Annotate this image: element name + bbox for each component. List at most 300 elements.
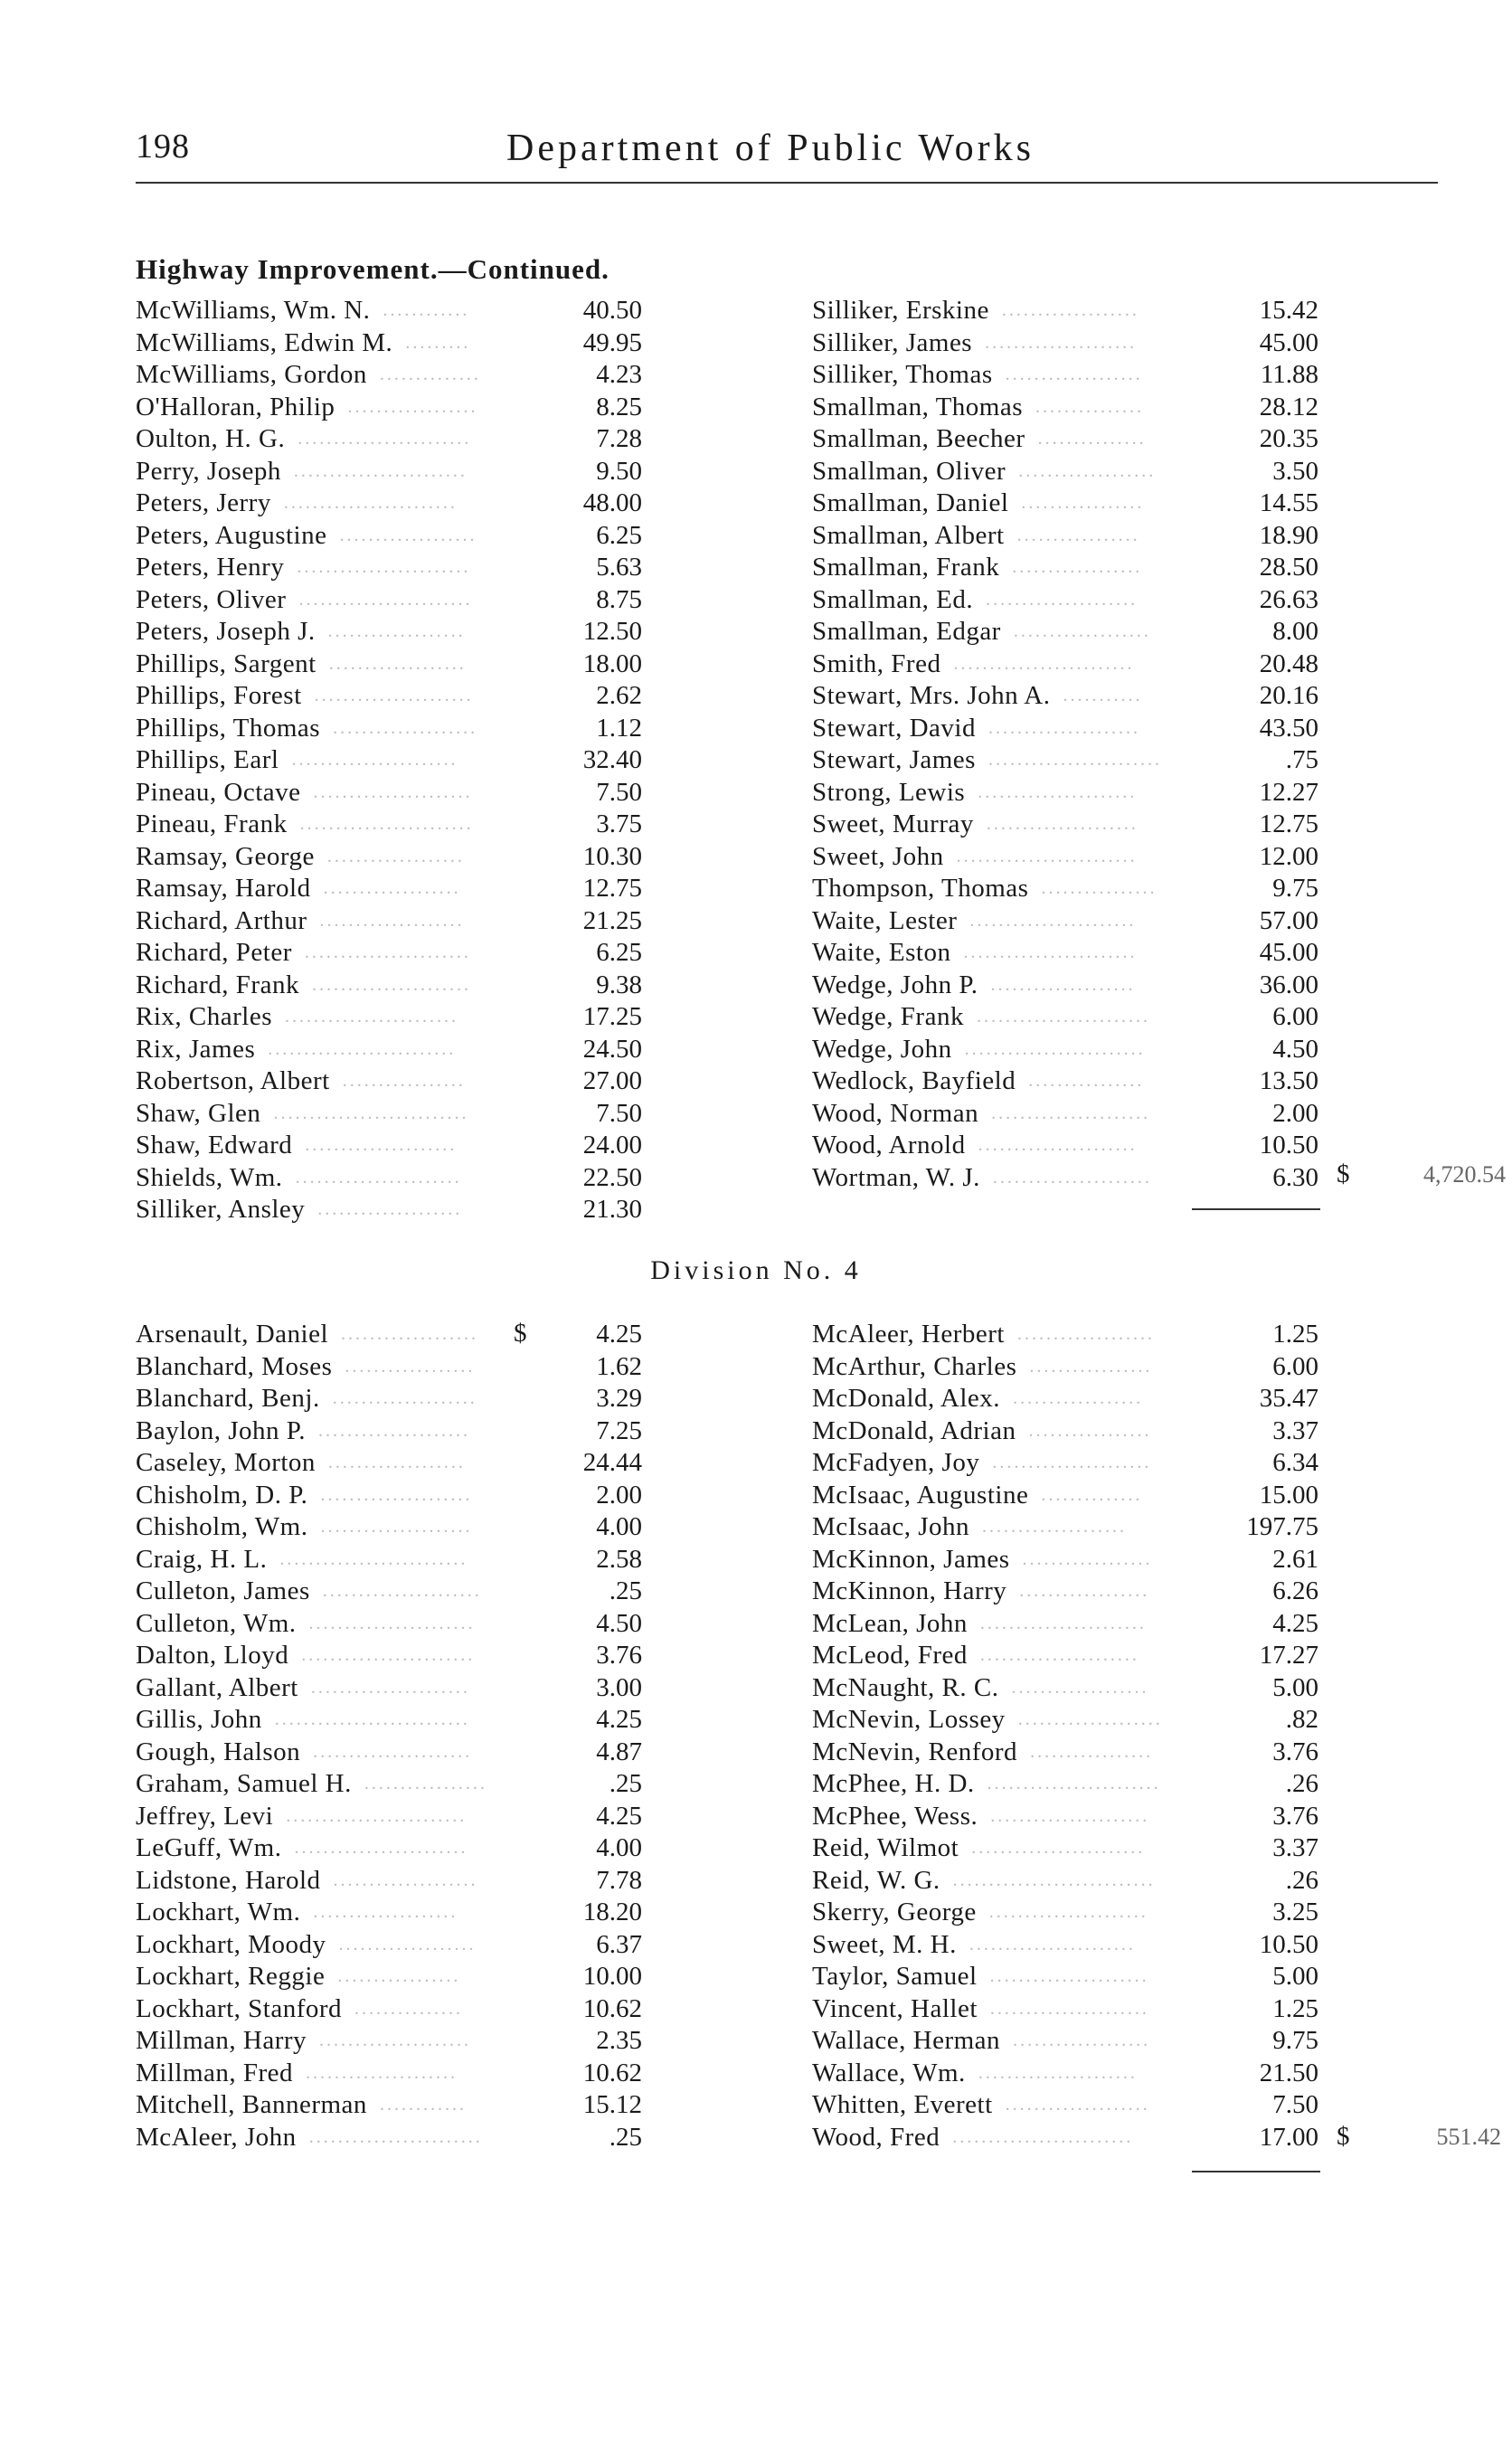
entry-name: Rix, Charles (136, 1002, 272, 1031)
leader-dots: ............ (379, 2095, 467, 2115)
entry-amount: 3.76 (1272, 1801, 1318, 1831)
entry-amount: 18.20 (582, 1898, 642, 1926)
list-item (812, 1415, 1318, 1448)
entry-name: Culleton, Wm. (136, 1608, 297, 1638)
entry-amount: 26.63 (1259, 584, 1318, 614)
entry-amount: 43.50 (1259, 713, 1318, 743)
entry-amount: 9.75 (1272, 2026, 1318, 2055)
leader-dots: ........................ (301, 1645, 476, 1665)
entry-amount: .26 (1285, 1865, 1318, 1895)
entry-amount: 9.50 (596, 456, 642, 486)
entry-amount: 35.47 (1259, 1384, 1318, 1413)
leader-dots: .................... (332, 1388, 477, 1408)
entry-amount: 4.25 (596, 1320, 642, 1349)
list-item (136, 1897, 642, 1929)
list-item (136, 1961, 642, 1993)
entry-name: Shaw, Edward (136, 1131, 293, 1159)
leader-dots: ................. (1029, 1356, 1153, 1377)
entry-name: Shaw, Glen (136, 1098, 261, 1128)
list-item (136, 713, 642, 745)
entry-name: Caseley, Morton (136, 1448, 316, 1477)
entry-name: Peters, Joseph J. (136, 617, 316, 646)
division-first-amount-symbol: $ (514, 1319, 527, 1348)
entry-amount: 6.26 (1272, 1576, 1318, 1605)
entry-amount: .26 (1285, 1769, 1318, 1798)
leader-dots: ........................ (283, 493, 458, 513)
entry-amount: 6.37 (596, 1929, 642, 1959)
leader-dots: ..................... (306, 2062, 458, 2083)
entry-amount: 21.25 (582, 905, 642, 935)
leader-dots: ................. (1030, 1741, 1154, 1762)
leader-dots: ......................... (953, 653, 1135, 674)
entry-amount: 24.50 (582, 1034, 642, 1064)
leader-dots: .................... (317, 1199, 463, 1219)
list-item (812, 1704, 1318, 1737)
entry-name: McNevin, Lossey (812, 1705, 1006, 1734)
leader-dots: ................... (1005, 364, 1143, 384)
entry-amount: 3.00 (596, 1672, 642, 1702)
leader-dots: ........................ (976, 1007, 1150, 1027)
entry-amount: 15.00 (1259, 1480, 1318, 1510)
entry-name: Smallman, Ed. (812, 584, 974, 614)
entry-name: McDonald, Adrian (812, 1415, 1016, 1445)
entry-name: Wedge, John (812, 1034, 952, 1064)
entry-name: Thompson, Thomas (812, 874, 1029, 903)
entry-amount: 4.87 (596, 1737, 642, 1766)
entry-name: Wood, Fred (812, 2122, 940, 2152)
leader-dots: ........................ (298, 589, 473, 610)
entry-amount: 12.00 (1259, 841, 1318, 871)
list-item (812, 1319, 1318, 1351)
entry-name: McArthur, Charles (812, 1351, 1017, 1381)
entry-amount: 6.00 (1272, 1002, 1318, 1031)
list-item (136, 584, 642, 617)
section-title: Highway Improvement.—Continued. (136, 253, 610, 285)
list-item (812, 2058, 1318, 2090)
leader-dots: ....................... (291, 750, 458, 770)
entry-amount: 4.00 (596, 1833, 642, 1862)
entry-name: Smith, Fred (812, 648, 941, 678)
leader-dots: ................... (327, 621, 466, 641)
entry-name: Silliker, Thomas (812, 360, 993, 389)
entry-amount: 4.25 (596, 1705, 642, 1734)
entry-amount: 28.12 (1259, 392, 1318, 421)
leader-dots: .................... (319, 910, 465, 931)
leader-dots: ................... (341, 1324, 479, 1344)
leader-dots: ...................... (978, 1135, 1138, 1155)
entry-name: Peters, Henry (136, 553, 285, 582)
list-item (812, 713, 1318, 745)
entry-amount: 10.30 (582, 841, 642, 871)
entry-amount: .25 (609, 2122, 642, 2152)
list-item (812, 1993, 1318, 2026)
list-item (812, 423, 1318, 456)
leader-dots: ................... (1018, 460, 1157, 481)
entry-name: McIsaac, Augustine (812, 1480, 1029, 1510)
entry-amount: 2.00 (596, 1480, 642, 1510)
entry-amount: 7.50 (596, 777, 642, 807)
entry-name: Pineau, Frank (136, 809, 288, 838)
entry-name: Phillips, Earl (136, 745, 279, 774)
entry-name: Dalton, Lloyd (136, 1641, 289, 1670)
entry-amount: 10.62 (582, 2058, 642, 2087)
list-item (136, 937, 642, 970)
list-item (812, 777, 1318, 809)
list-item (812, 1065, 1318, 1098)
leader-dots: ................... (339, 525, 477, 545)
leader-dots: ................. (1021, 493, 1145, 513)
leader-dots: ........................... (273, 1103, 469, 1123)
leader-dots: ......................... (964, 1038, 1146, 1059)
entry-name: Taylor, Samuel (812, 1962, 978, 1991)
entry-amount: 1.25 (1272, 1993, 1318, 2023)
entry-name: McWilliams, Edwin M. (136, 327, 393, 357)
leader-dots: ..................... (305, 1135, 458, 1155)
entry-name: McNevin, Renford (812, 1737, 1018, 1766)
entry-name: Jeffrey, Levi (136, 1801, 274, 1831)
list-item (812, 809, 1318, 841)
entry-name: Wedge, John P. (812, 970, 978, 999)
entry-amount: 32.40 (582, 745, 642, 774)
list-item (136, 1865, 642, 1898)
leader-dots: ................. (364, 1774, 487, 1794)
list-item (136, 1194, 642, 1226)
entry-amount: 5.00 (1272, 1672, 1318, 1702)
division-left-column (136, 1319, 642, 2153)
entry-amount: 7.50 (1272, 2090, 1318, 2119)
entry-amount: 45.00 (1259, 327, 1318, 357)
leader-dots: .......................... (279, 1548, 468, 1569)
list-item (136, 1640, 642, 1672)
list-item (136, 970, 642, 1002)
list-item (812, 1832, 1318, 1865)
entry-name: McLeod, Fred (812, 1641, 968, 1670)
list-item (812, 2025, 1318, 2058)
entry-name: Smallman, Albert (812, 520, 1005, 550)
entry-name: Peters, Jerry (136, 488, 271, 517)
leader-dots: ....................... (295, 1167, 462, 1188)
entry-name: Gallant, Albert (136, 1672, 298, 1702)
entry-name: Wedge, Frank (812, 1002, 964, 1031)
leader-dots: .......................... (268, 1038, 457, 1059)
list-item (812, 1961, 1318, 1993)
leader-dots: .............. (1041, 1484, 1143, 1505)
list-item (136, 905, 642, 938)
leader-dots: ....................... (308, 1613, 476, 1633)
entry-amount: 17.27 (1259, 1641, 1318, 1670)
entry-amount: 1.12 (596, 713, 642, 743)
entry-name: Reid, W. G. (812, 1865, 940, 1895)
list-item (136, 680, 642, 713)
list-item (136, 1929, 642, 1962)
leader-dots: .................. (345, 1356, 476, 1377)
list-item (136, 1447, 642, 1480)
entry-name: McPhee, Wess. (812, 1801, 978, 1831)
entry-amount: 10.00 (582, 1962, 642, 1991)
list-item (812, 1897, 1318, 1929)
entry-amount: 6.34 (1272, 1448, 1318, 1477)
entry-amount: 20.16 (1259, 681, 1318, 710)
leader-dots: ................... (1001, 300, 1139, 320)
entry-amount: 3.76 (1272, 1737, 1318, 1766)
entry-name: Shields, Wm. (136, 1162, 283, 1192)
entry-amount: 3.75 (596, 809, 642, 838)
entry-amount: 20.48 (1259, 648, 1318, 678)
entry-amount: .25 (609, 1576, 642, 1605)
entry-amount: 24.44 (582, 1448, 642, 1477)
entry-name: McPhee, H. D. (812, 1769, 975, 1798)
entry-name: Lockhart, Reggie (136, 1962, 326, 1991)
list-item (812, 1351, 1318, 1384)
entry-amount: 2.61 (1272, 1544, 1318, 1574)
list-item (136, 295, 642, 327)
leader-dots: ...................... (314, 686, 474, 705)
leader-dots: ............... (1035, 396, 1145, 417)
entry-amount: 20.35 (1259, 424, 1318, 453)
list-item (812, 392, 1318, 424)
list-item (136, 616, 642, 648)
leader-dots: ........................ (297, 557, 471, 577)
entry-name: Smallman, Edgar (812, 617, 1001, 646)
entry-amount: 28.50 (1259, 553, 1318, 582)
list-item (812, 552, 1318, 584)
leader-dots: ............ (383, 300, 470, 320)
leader-dots: ...................... (989, 1966, 1149, 1986)
list-item (812, 1511, 1318, 1544)
entry-amount: 21.50 (1259, 2058, 1318, 2087)
leader-dots: ......................... (952, 2126, 1134, 2147)
list-item (136, 1415, 642, 1448)
leader-dots: ................... (1013, 621, 1151, 641)
leader-dots: ...................... (322, 1581, 482, 1601)
leader-dots: .................. (1022, 1548, 1153, 1569)
leader-dots: ..................... (320, 1517, 473, 1537)
entry-amount: 197.75 (1246, 1512, 1318, 1541)
leader-dots: ................. (1028, 1420, 1152, 1441)
list-item (812, 1576, 1318, 1608)
entry-amount: 1.62 (596, 1351, 642, 1381)
entry-name: Lidstone, Harold (136, 1865, 321, 1895)
leader-dots: .................... (982, 1517, 1128, 1537)
list-item (812, 937, 1318, 970)
leader-dots: ........................ (963, 942, 1138, 962)
list-item (812, 616, 1318, 648)
entry-amount: .75 (1285, 745, 1318, 774)
section-total-rule (1192, 1208, 1320, 1210)
entry-amount: .25 (609, 1769, 642, 1798)
entry-amount: 7.28 (596, 424, 642, 453)
entry-amount: 48.00 (582, 488, 642, 517)
list-item (136, 456, 642, 488)
list-item (812, 2122, 1318, 2154)
entry-amount: 6.25 (596, 520, 642, 550)
division-title: Division No. 4 (650, 1255, 862, 1285)
leader-dots: .................. (347, 396, 478, 417)
leader-dots: ................... (338, 1934, 477, 1955)
entry-amount: 3.76 (596, 1641, 642, 1670)
leader-dots: ....................... (979, 1613, 1147, 1633)
leader-dots: .................. (1019, 1581, 1150, 1601)
entry-name: Stewart, Mrs. John A. (812, 681, 1051, 710)
entry-name: Peters, Augustine (136, 520, 327, 550)
entry-amount: 3.25 (1272, 1898, 1318, 1926)
entry-amount: 15.42 (1259, 296, 1318, 325)
entry-name: Strong, Lewis (812, 777, 966, 807)
section-right-column (812, 295, 1318, 1194)
entry-amount: 8.75 (596, 584, 642, 614)
entry-name: Stewart, James (812, 745, 976, 774)
entry-name: Rix, James (136, 1034, 256, 1064)
entry-name: Wood, Arnold (812, 1131, 966, 1159)
leader-dots: ........................ (987, 1774, 1161, 1794)
entry-name: Smallman, Daniel (812, 488, 1009, 517)
list-item (812, 456, 1318, 488)
leader-dots: ........................ (988, 750, 1162, 770)
entry-amount: 17.00 (1259, 2122, 1318, 2152)
entry-name: Phillips, Thomas (136, 713, 321, 743)
entry-amount: 18.90 (1259, 520, 1318, 550)
entry-name: Skerry, George (812, 1898, 977, 1926)
list-item (136, 1608, 642, 1641)
list-item (136, 2122, 642, 2154)
leader-dots: .................... (333, 1869, 478, 1890)
list-item (812, 2089, 1318, 2122)
leader-dots: ......................... (286, 1805, 468, 1826)
leader-dots: ..................... (985, 332, 1138, 353)
list-item (812, 1098, 1318, 1131)
leader-dots: ....................... (969, 1934, 1136, 1955)
leader-dots: ...................... (990, 1805, 1150, 1826)
list-item (136, 1993, 642, 2026)
list-item (812, 1865, 1318, 1898)
entry-amount: 12.75 (1259, 809, 1318, 838)
list-item (812, 970, 1318, 1002)
leader-dots: ................... (323, 878, 461, 898)
entry-name: Wood, Norman (812, 1098, 979, 1128)
list-item (812, 1672, 1318, 1705)
leader-dots: ................... (1011, 1677, 1149, 1698)
entry-amount: 8.00 (1272, 617, 1318, 646)
entry-name: McDonald, Alex. (812, 1384, 1001, 1413)
entry-amount: 9.75 (1272, 874, 1318, 903)
list-item (136, 777, 642, 809)
entry-amount: 15.12 (582, 2090, 642, 2119)
page-number: 198 (136, 128, 190, 166)
list-item (812, 1130, 1318, 1162)
list-item (812, 680, 1318, 713)
list-item (812, 1801, 1318, 1833)
leader-dots: ...................... (988, 1902, 1148, 1922)
entry-name: Millman, Harry (136, 2026, 307, 2055)
leader-dots: ...................... (978, 781, 1138, 802)
entry-name: Chisholm, D. P. (136, 1480, 308, 1510)
list-item (812, 520, 1318, 553)
leader-dots: .................. (1013, 1388, 1144, 1408)
leader-dots: ........................ (971, 1838, 1146, 1858)
list-item (136, 1130, 642, 1162)
entry-name: McAleer, John (136, 2122, 297, 2152)
entry-amount: 3.50 (1272, 456, 1318, 486)
entry-name: Oulton, H. G. (136, 424, 286, 453)
leader-dots: ................... (327, 1453, 466, 1472)
list-item (136, 2058, 642, 2090)
entry-name: Richard, Arthur (136, 905, 307, 935)
entry-name: Wedlock, Bayfield (812, 1066, 1016, 1095)
entry-name: LeGuff, Wm. (136, 1833, 282, 1862)
entry-amount: 12.27 (1259, 777, 1318, 807)
entry-name: Arsenault, Daniel (136, 1320, 329, 1349)
list-item (136, 1480, 642, 1512)
entry-name: McIsaac, John (812, 1512, 970, 1541)
leader-dots: .................... (313, 1902, 458, 1922)
entry-name: Richard, Frank (136, 970, 299, 999)
entry-name: Silliker, Ansley (136, 1195, 306, 1224)
entry-name: Gough, Halson (136, 1737, 301, 1766)
entry-name: Blanchard, Benj. (136, 1384, 320, 1413)
list-item (136, 1768, 642, 1801)
entry-amount: 6.25 (596, 938, 642, 967)
leader-dots: ...................... (991, 1103, 1151, 1123)
leader-dots: ..................... (319, 2030, 472, 2050)
entry-name: Lockhart, Wm. (136, 1898, 301, 1926)
list-item (136, 1001, 642, 1034)
entry-name: Smallman, Frank (812, 553, 1000, 582)
leader-dots: ...................... (979, 1645, 1139, 1665)
leader-dots: ...................... (313, 781, 473, 802)
running-title: Department of Public Works (506, 128, 1035, 169)
list-item (812, 295, 1318, 327)
entry-amount: 17.25 (582, 1002, 642, 1031)
list-item (812, 744, 1318, 777)
entry-name: O'Halloran, Philip (136, 392, 335, 421)
entry-name: Graham, Samuel H. (136, 1769, 352, 1798)
entry-name: Wortman, W. J. (812, 1162, 980, 1192)
entry-amount: 27.00 (582, 1066, 642, 1095)
list-item (136, 1737, 642, 1769)
section-total: 4,720.54 (1423, 1161, 1506, 1188)
entry-name: Lockhart, Stanford (136, 1993, 343, 2023)
list-item (136, 552, 642, 584)
list-item (812, 873, 1318, 905)
leader-dots: ................ (1028, 1071, 1145, 1091)
entry-amount: 5.63 (596, 553, 642, 582)
entry-amount: 2.58 (596, 1544, 642, 1574)
list-item (136, 1351, 642, 1384)
entry-name: Millman, Fred (136, 2058, 294, 2087)
entry-amount: 3.37 (1272, 1415, 1318, 1445)
list-item (812, 327, 1318, 360)
entry-amount: 12.50 (582, 617, 642, 646)
leader-dots: ..................... (320, 1484, 473, 1505)
list-item (812, 584, 1318, 617)
leader-dots: ........................ (298, 429, 472, 449)
list-item (136, 327, 642, 360)
entry-name: Mitchell, Bannerman (136, 2090, 367, 2119)
entry-name: McWilliams, Gordon (136, 360, 367, 389)
header-rule (136, 182, 1438, 184)
leader-dots: ................... (328, 653, 467, 674)
entry-amount: 40.50 (582, 296, 642, 325)
list-item (136, 1672, 642, 1705)
list-item (812, 1001, 1318, 1034)
entry-amount: 10.62 (582, 1993, 642, 2023)
list-item (812, 1608, 1318, 1641)
section-total-symbol: $ (1337, 1159, 1350, 1188)
leader-dots: ...................... (978, 2062, 1138, 2083)
list-item (812, 1383, 1318, 1415)
list-item (812, 1544, 1318, 1576)
list-item (136, 1704, 642, 1737)
